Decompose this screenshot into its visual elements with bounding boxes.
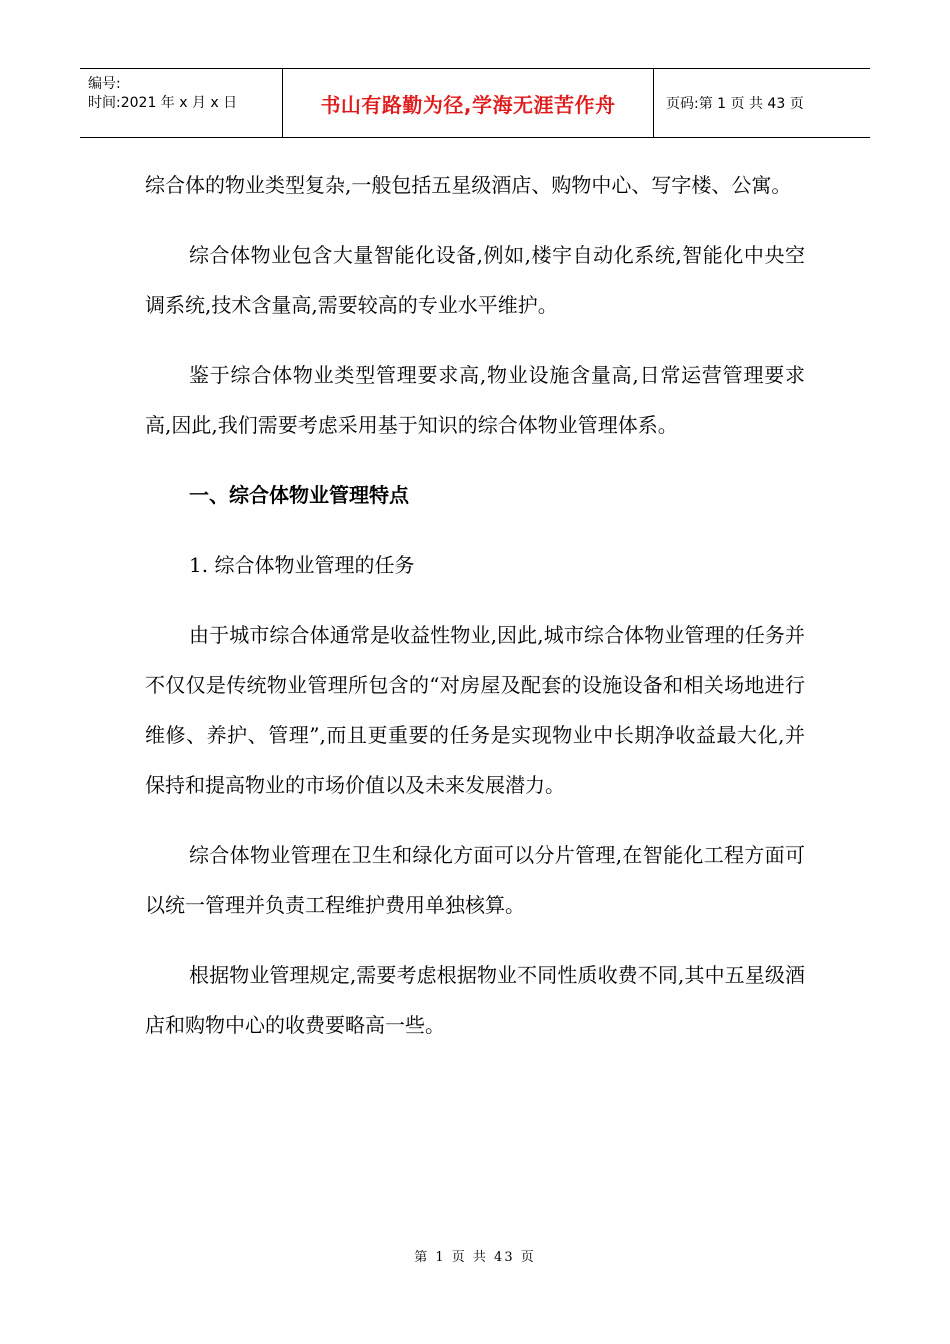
page-header xyxy=(80,68,870,138)
document-date: 时间:2021 年 x 月 x 日 xyxy=(88,95,238,111)
paragraph-6: 根据物业管理规定,需要考虑根据物业不同性质收费不同,其中五星级酒店和购物中心的收费要略高一些。 xyxy=(145,963,805,1037)
header-meta xyxy=(80,69,282,137)
header-page-info-cell xyxy=(654,69,870,137)
document-body xyxy=(145,160,805,1050)
paragraph-2: 综合体物业包含大量智能化设备,例如,楼宇自动化系统,智能化中央空调系统,技术含量高,需要较高的专业水平维护。 xyxy=(145,243,805,317)
paragraph-1: 综合体的物业类型复杂,一般包括五星级酒店、购物中心、写字楼、公寓。 xyxy=(145,173,792,197)
header-motto: 书山有路勤为径,学海无涯苦作舟 xyxy=(320,92,616,117)
paragraph-4: 由于城市综合体通常是收益性物业,因此,城市综合体物业管理的任务并不仅仅是传统物业管理所包含的“对房屋及配套的设施设备和相关场地进行维修、养护、管理”,而且更重要的任务是实现物业中长期净收益最大化,并保持和提高物业的市场价值以及未来发展潜力。 xyxy=(145,623,805,797)
document-number: 编号: xyxy=(88,76,121,92)
subsection-heading: 1. 综合体物业管理的任务 xyxy=(189,553,415,577)
paragraph-3: 鉴于综合体物业类型管理要求高,物业设施含量高,日常运营管理要求高,因此,我们需要考虑采用基于知识的综合体物业管理体系。 xyxy=(145,363,805,437)
paragraph-5: 综合体物业管理在卫生和绿化方面可以分片管理,在智能化工程方面可以统一管理并负责工程维护费用单独核算。 xyxy=(145,843,805,917)
header-motto-cell xyxy=(282,69,654,137)
page-footer: 第 1 页 共 43 页 xyxy=(414,1250,536,1265)
section-heading: 一、综合体物业管理特点 xyxy=(189,483,409,507)
header-page-info: 页码:第 1 页 共 43 页 xyxy=(666,96,804,112)
